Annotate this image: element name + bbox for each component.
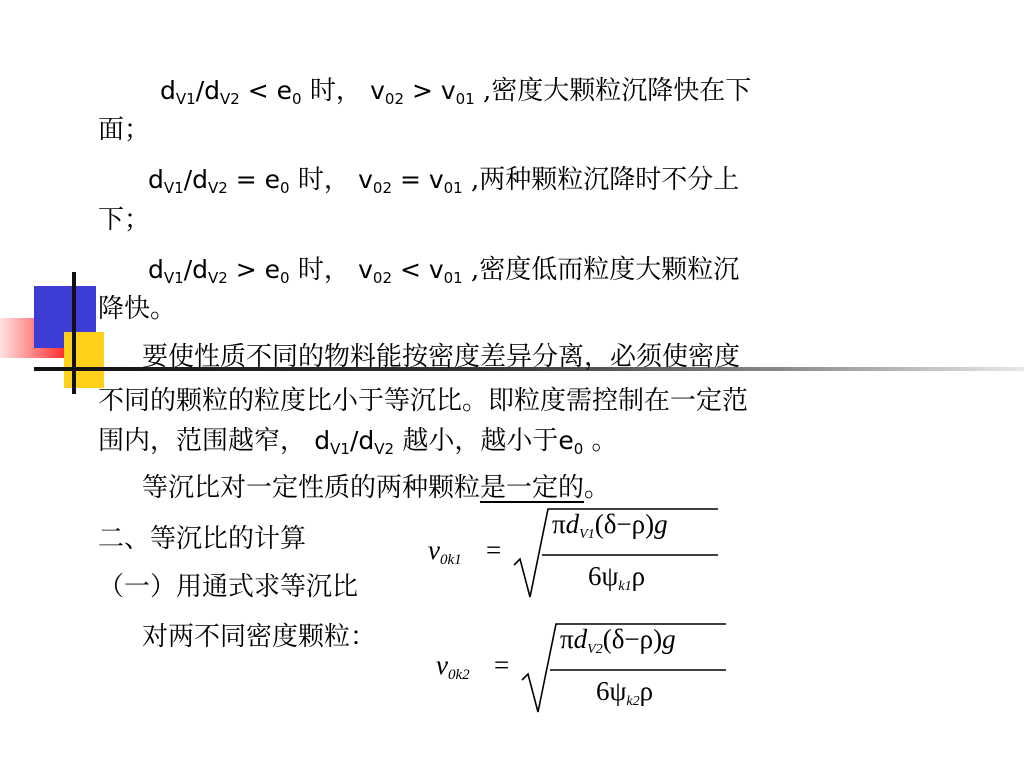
formula-2-lhs: $v_{0k2}$ bbox=[436, 650, 470, 683]
decor-yellow-square bbox=[64, 332, 104, 388]
condition-1-line: $d_{V1}/d_{V2} < e_0$ 时， $v_{02} > v_{01}$ ,密度大颗粒沉降快在下 bbox=[160, 76, 752, 108]
decor-vertical-rule bbox=[72, 272, 76, 394]
paragraph-2: 等沉比对一定性质的两种颗粒是一定的。 bbox=[142, 473, 611, 503]
formula-1-lhs: $v_{0k1}$ bbox=[428, 535, 462, 568]
formula-2-numerator: $\pi d_{V2}(\delta-\rho)g$ bbox=[560, 624, 676, 657]
condition-1-wrap: 面； bbox=[98, 115, 151, 145]
formula-1-equals: = bbox=[486, 535, 502, 565]
paragraph-1-line-1: 要使性质不同的物料能按密度差异分离，必须使密度 bbox=[142, 342, 741, 372]
paragraph-1-line-3: 围内，范围越窄， $d_{V1}/d_{V2}$ 越小，越小于$e_0$ 。 bbox=[98, 426, 618, 458]
formula-1 bbox=[428, 505, 728, 605]
section-heading: 二、等沉比的计算 bbox=[98, 524, 307, 554]
formula-2 bbox=[436, 620, 736, 720]
condition-3-line: $d_{V1}/d_{V2} > e_0$ 时， $v_{02} < v_{01}$ ,密度低而粒度大颗粒沉 bbox=[148, 255, 740, 287]
two-particles-label: 对两不同密度颗粒： bbox=[142, 622, 377, 652]
condition-3-wrap: 降快。 bbox=[98, 294, 177, 324]
formula-2-denominator: $6\psi_{k2}\rho$ bbox=[596, 676, 654, 709]
condition-2-wrap: 下； bbox=[98, 205, 151, 235]
formula-2-equals: = bbox=[494, 650, 510, 680]
paragraph-1-line-2: 不同的颗粒的粒度比小于等沉比。即粒度需控制在一定范 bbox=[98, 386, 749, 416]
formula-1-numerator: $\pi d_{V1}(\delta-\rho)g$ bbox=[552, 509, 668, 542]
formula-1-denominator: $6\psi_{k1}\rho$ bbox=[588, 561, 646, 594]
condition-2-line: $d_{V1}/d_{V2} = e_0$ 时， $v_{02} = v_{01}$ ,两种颗粒沉降时不分上 bbox=[148, 165, 740, 197]
subsection-heading: （一）用通式求等沉比 bbox=[98, 572, 359, 602]
